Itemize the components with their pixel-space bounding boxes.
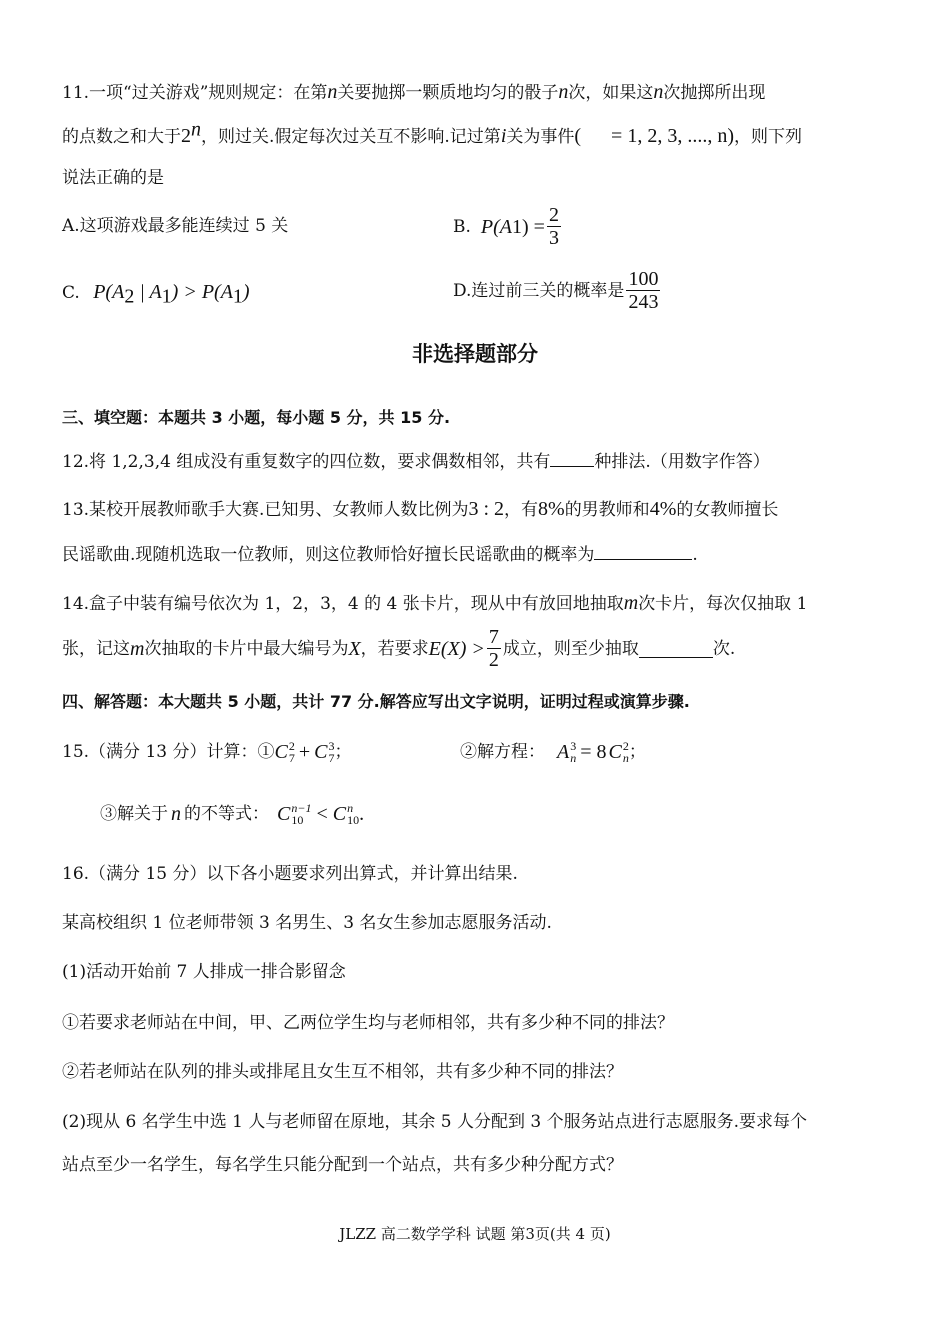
text: 11.一项“过关游戏”规则规定：在第 — [62, 83, 328, 103]
q11-line3: 说法正确的是 — [62, 168, 164, 188]
math-base: 2 — [181, 125, 191, 147]
math-i: i — [500, 125, 507, 147]
text: 12.将 1,2,3,4 组成没有重复数字的四位数，要求偶数相邻，共有 — [62, 452, 551, 472]
math-sub: 2 — [124, 285, 135, 308]
q14-line1 — [62, 591, 807, 616]
math-sup: 2 — [622, 739, 629, 753]
text: . — [692, 545, 698, 565]
math-sup: 3 — [328, 739, 335, 753]
q11-line1 — [62, 80, 765, 105]
section-title: 非选择题部分 — [412, 342, 538, 366]
q13-line1 — [62, 497, 778, 522]
math-n: n — [558, 81, 569, 103]
q15-line1-part2 — [460, 740, 646, 764]
text: ②解方程： — [460, 742, 545, 762]
math: < — [316, 803, 328, 825]
math-n: n — [327, 81, 338, 103]
math-m: m — [623, 592, 639, 614]
combination — [277, 802, 311, 826]
q12 — [62, 448, 770, 474]
math: 3 : 2 — [468, 498, 505, 520]
text: 次抽取的卡片中最大编号为 — [144, 638, 349, 659]
text: 的点数之和大于 — [62, 127, 181, 147]
q15-line1 — [62, 740, 351, 764]
combination — [274, 740, 294, 764]
page-footer: JLZZ 高二数学学科 试题 第3页(共 4 页) — [339, 1225, 611, 1243]
text: 关为事件 — [506, 127, 575, 147]
math: C — [314, 741, 328, 763]
math: 4% — [649, 498, 677, 520]
numerator: 2 — [548, 204, 559, 226]
math-sub: n — [570, 751, 577, 765]
q16-line5: ②若老师站在队列的排头或排尾且女生互不相邻，共有多少种不同的排法？ — [62, 1062, 623, 1082]
q15-line2 — [100, 802, 364, 826]
math-m: m — [130, 637, 145, 660]
answer-blank[interactable] — [594, 541, 692, 560]
answer-blank[interactable] — [639, 639, 713, 658]
q11-option-d — [453, 268, 662, 313]
q11-option-c — [62, 280, 250, 308]
q16-line6: (2)现从 6 名学生中选 1 人与老师留在原地，其余 5 人分配到 3 个服务站点进行志愿服务.要求每个 — [62, 1112, 807, 1132]
math: ) > P(A — [171, 281, 233, 303]
q16-line7: 站点至少一名学生，每名学生只能分配到一个站点，共有多少种分配方式？ — [62, 1155, 623, 1175]
text: 13.某校开展教师歌手大赛.已知男、女教师人数比例为 — [62, 500, 469, 520]
math-sub: n — [622, 751, 629, 765]
math-n: n — [171, 803, 181, 825]
math: 8% — [538, 498, 565, 520]
text: 次抛掷所出现 — [663, 83, 766, 103]
part3-header: 三、填空题：本题共 3 小题，每小题 5 分，共 15 分. — [62, 408, 451, 427]
text: 15.（满分 13 分）计算：① — [62, 742, 275, 762]
combination — [333, 802, 359, 826]
math: ) = — [522, 215, 545, 238]
math-sub: 1 — [161, 285, 172, 308]
text: 成立，则至少抽取 — [502, 638, 639, 659]
denominator: 2 — [488, 649, 499, 671]
text: ，若要求 — [360, 638, 429, 659]
denominator: 3 — [548, 227, 559, 249]
q16-line3: (1)活动开始前 7 人排成一排合影留念 — [62, 962, 346, 982]
math: . — [359, 803, 365, 825]
text: ，则过关.假定每次过关互不影响.记过第 — [201, 127, 501, 147]
math: P(A — [480, 215, 512, 238]
text: 关要抛掷一颗质地均匀的骰子 — [337, 83, 559, 103]
math-sub: 7 — [328, 751, 335, 765]
math: P(A — [93, 281, 125, 303]
math: = 8 — [580, 741, 607, 763]
math: ) — [242, 281, 250, 303]
math: C — [332, 803, 347, 825]
math-sub: 7 — [288, 751, 295, 765]
q16-line4: ①若要求老师站在中间，甲、乙两位学生均与老师相邻，共有多少种不同的排法？ — [62, 1013, 674, 1033]
math-exp: n — [191, 118, 201, 141]
q16-line2: 某高校组织 1 位老师带领 3 名男生、3 名女生参加志愿服务活动. — [62, 913, 552, 933]
text: ，则下列 — [733, 127, 802, 147]
text: 14.盒子中装有编号依次为 1，2，3，4 的 4 张卡片，现从中有放回地抽取 — [62, 594, 624, 614]
part4-header: 四、解答题：本大题共 5 小题，共计 77 分.解答应写出文字说明，证明过程或演算步骤. — [62, 692, 690, 711]
option-label: B. — [453, 216, 471, 237]
numerator: 100 — [628, 268, 659, 290]
text: 民谣歌曲.现随机选取一位教师，则这位教师恰好擅长民谣歌曲的概率为 — [62, 545, 595, 565]
math: C — [274, 741, 288, 763]
math-n: n — [653, 81, 664, 103]
q11-line2 — [62, 118, 802, 149]
text: 次卡片，每次仅抽取 1 — [638, 594, 808, 614]
numerator: 7 — [488, 626, 499, 648]
math: C — [608, 741, 622, 763]
math: A — [557, 741, 570, 763]
text: ，有 — [504, 500, 539, 520]
text: 种排法.（用数字作答） — [594, 452, 770, 472]
math-sub: 10 — [291, 813, 304, 827]
text: 的男教师和 — [564, 500, 650, 520]
text: ； — [334, 742, 352, 762]
math: + — [298, 741, 311, 763]
text: 张，记这 — [62, 638, 130, 659]
option-label: C. — [62, 283, 80, 303]
math-sup: n−1 — [291, 801, 312, 815]
text: 的不等式： — [184, 804, 269, 824]
fraction — [626, 268, 660, 313]
text: ； — [628, 742, 646, 762]
combination — [314, 740, 334, 764]
math-sub: 1 — [232, 285, 243, 308]
option-text: D.连过前三关的概率是 — [453, 280, 625, 301]
math-x: X — [348, 637, 361, 660]
arrangement — [557, 740, 576, 764]
answer-blank[interactable] — [550, 448, 594, 467]
q13-line2 — [62, 541, 698, 567]
math-set: ( = 1, 2, 3, ...., n) — [574, 125, 734, 147]
q11-option-b: B. P(A 1 ) = $\frac{2}{3}$ — [453, 204, 559, 249]
text: 的女教师擅长 — [676, 500, 779, 520]
text: 次. — [712, 638, 736, 659]
math: E(X) > — [428, 637, 485, 660]
math-sup: n — [347, 801, 354, 815]
fraction — [487, 626, 501, 671]
combination — [609, 740, 629, 764]
fraction — [547, 204, 561, 249]
q16-line1: 16.（满分 15 分）以下各小题要求列出算式，并计算出结果. — [62, 864, 518, 884]
q14-line2 — [62, 626, 735, 671]
math-sup: 2 — [288, 739, 295, 753]
math: | A — [134, 281, 162, 303]
text: ③解关于 — [100, 804, 168, 824]
math: C — [277, 803, 291, 825]
denominator: 243 — [628, 291, 659, 313]
q11-option-a: A.这项游戏最多能连续过 5 关 — [62, 216, 289, 236]
text: 次，如果这 — [568, 83, 654, 103]
math-sub: 10 — [347, 813, 360, 827]
math-sup: 3 — [570, 739, 577, 753]
